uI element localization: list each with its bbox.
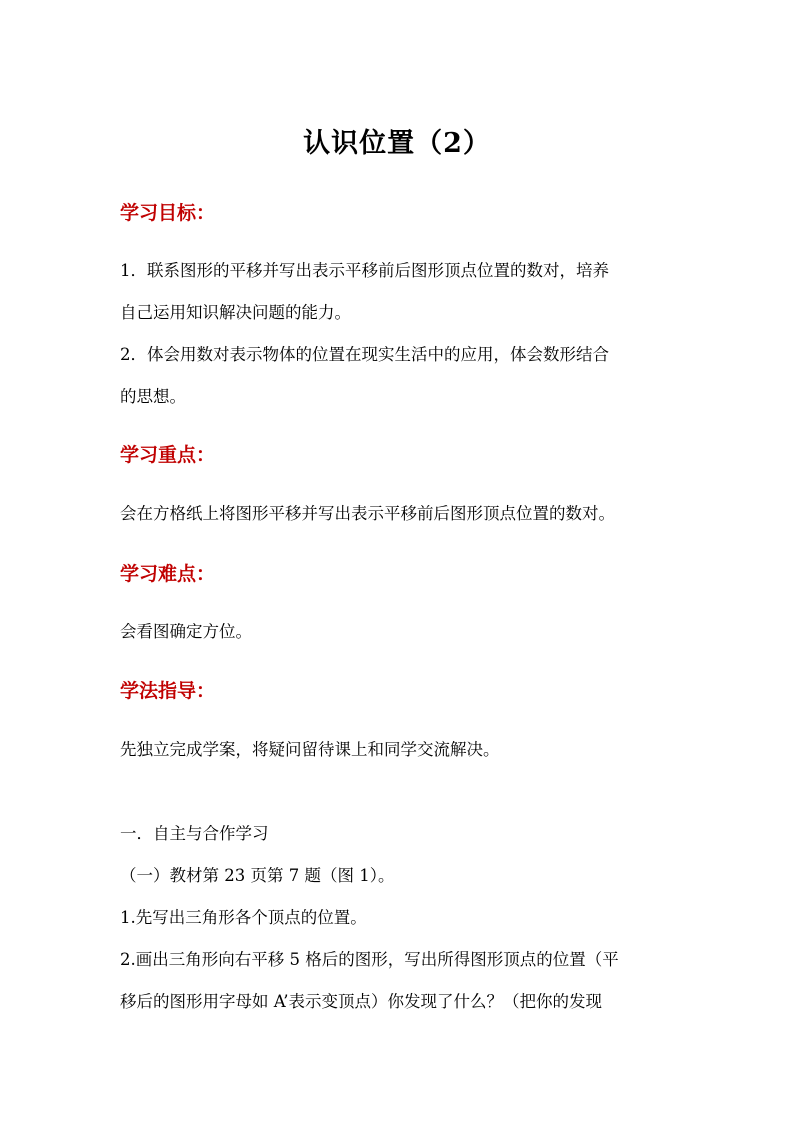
document-title: 认识位置（2） [303, 128, 491, 159]
objective-item-1-line-2: 自己运用知识解决问题的能力。 [120, 303, 351, 322]
objective-item-1 [120, 250, 680, 334]
key-points-line: 会在方格纸上将图形平移并写出表示平移前后图形顶点位置的数对。 [120, 504, 615, 523]
objective-item-2-line-1: 2．体会用数对表示物体的位置在现实生活中的应用，体会数形结合 [120, 345, 609, 364]
part1-block [120, 813, 680, 1023]
method-heading: 学法指导： [120, 680, 216, 702]
objective-item-1-line-1: 1．联系图形的平移并写出表示平移前后图形顶点位置的数对，培养 [120, 261, 609, 280]
difficulties-line: 会看图确定方位。 [120, 622, 252, 641]
part1-heading: 一．自主与合作学习 [120, 824, 269, 843]
objectives-heading: 学习目标： [120, 202, 216, 224]
method-line: 先独立完成学案，将疑问留待课上和同学交流解决。 [120, 740, 500, 759]
method-text [120, 729, 680, 771]
part1-question-1: 1.先写出三角形各个顶点的位置。 [120, 908, 367, 927]
objective-item-2-line-2: 的思想。 [120, 387, 186, 406]
difficulties-heading: 学习难点： [120, 563, 216, 585]
part1-subsection-1: （一）教材第 23 页第 7 题（图 1）。 [120, 866, 395, 885]
key-points-text [120, 493, 680, 535]
difficulties-text [120, 611, 680, 653]
part1-question-2-line-1: 2.画出三角形向右平移 5 格后的图形，写出所得图形顶点的位置（平 [120, 950, 619, 969]
key-points-heading: 学习重点： [120, 444, 216, 466]
objective-item-2 [120, 334, 680, 418]
part1-question-2-line-2: 移后的图形用字母如 A’表示变顶点）你发现了什么？（把你的发现 [120, 992, 602, 1011]
